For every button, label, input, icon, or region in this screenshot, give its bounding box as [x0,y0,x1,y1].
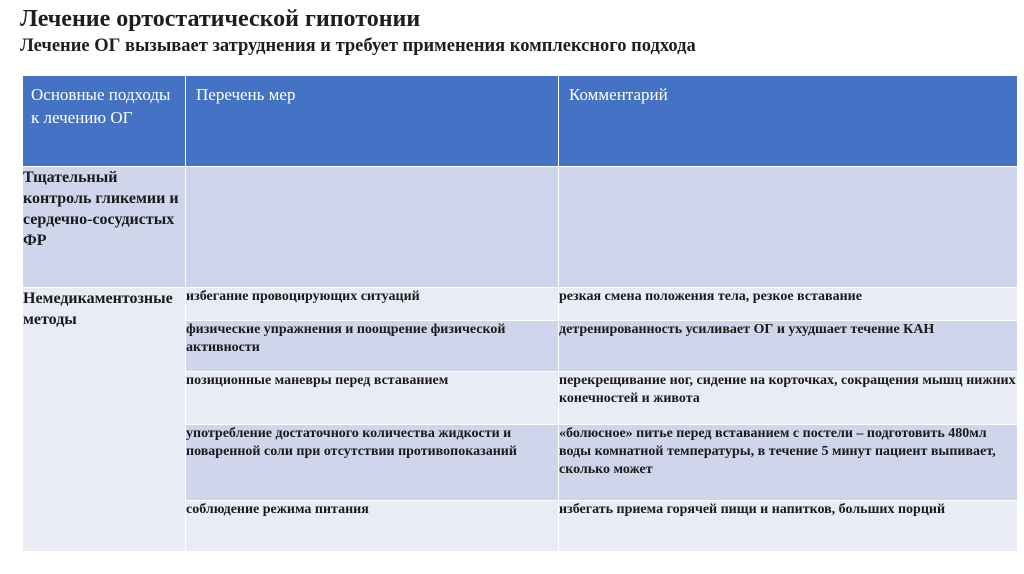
measure-cell: употребление достаточного количества жидкости и поваренной соли при отсутствии противопоказаний [186,425,559,501]
measures-cell-empty [186,167,559,288]
comment-cell: перекрещивание ног, сидение на корточках, сокращения мышц нижних конечностей и живота [559,372,1018,425]
comment-cell: детренированность усиливает ОГ и ухудшает течение КАН [559,321,1018,372]
measure-cell: физические упражнения и поощрение физической активности [186,321,559,372]
row-label-glycemic-control: Тщательный контроль гликемии и сердечно-сосудистых ФР [23,167,186,288]
measure-cell: соблюдение режима питания [186,501,559,552]
treatment-table [22,75,1018,552]
table-row [23,167,1018,288]
slide-subtitle: Лечение ОГ вызывает затруднения и требует применения комплексного подхода [20,36,696,56]
comment-cell: избегать приема горячей пищи и напитков, больших порций [559,501,1018,552]
header-comment: Комментарий [559,76,1018,167]
table-header-row [23,76,1018,167]
table-row [23,288,1018,321]
comment-cell: «болюсное» питье перед вставанием с постели – подготовить 480мл воды комнатной температуры, в течение 5 минут пациент выпивает, сколько может [559,425,1018,501]
header-measures: Перечень мер [186,76,559,167]
slide-title: Лечение ортостатической гипотонии [20,6,421,32]
header-approaches: Основные подходы к лечению ОГ [23,76,186,167]
measure-cell: позиционные маневры перед вставанием [186,372,559,425]
row-label-non-drug: Немедикаментозные методы [23,288,186,552]
comment-cell: резкая смена положения тела, резкое вставание [559,288,1018,321]
measure-cell: избегание провоцирующих ситуаций [186,288,559,321]
title-block [20,4,696,59]
comment-cell-empty [559,167,1018,288]
